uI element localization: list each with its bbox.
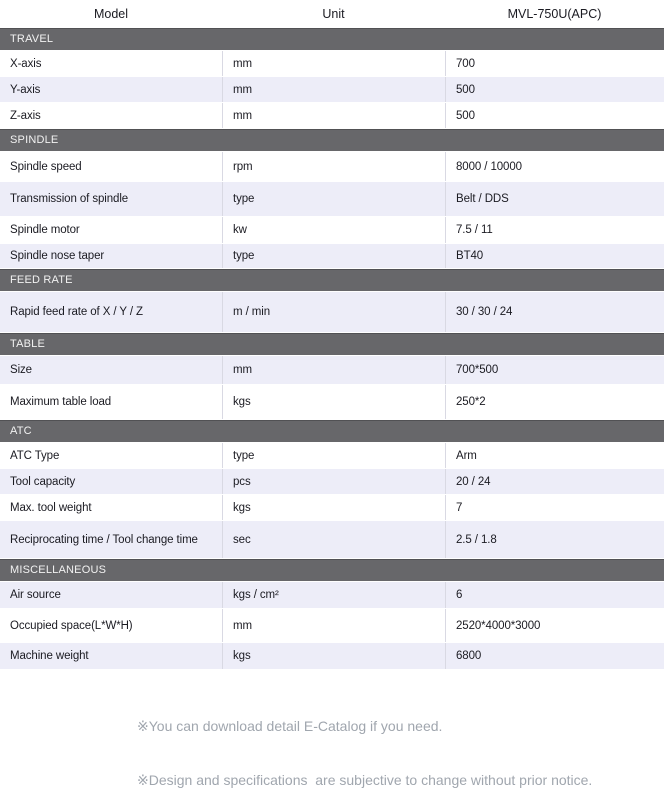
footer-notes <box>0 681 664 807</box>
spec-item: Rapid feed rate of X / Y / Z <box>10 306 143 318</box>
table-row <box>0 77 664 102</box>
spec-item: ATC Type <box>10 449 60 462</box>
spec-item: X-axis <box>10 57 42 70</box>
spec-value: 30 / 30 / 24 <box>445 292 664 332</box>
spec-unit: mm <box>222 609 445 642</box>
spec-value: 700*500 <box>445 356 664 384</box>
spec-unit: kgs / cm² <box>222 582 445 608</box>
spec-unit: mm <box>222 103 445 128</box>
spec-unit: pcs <box>222 469 445 494</box>
spec-value: 6 <box>445 582 664 608</box>
header-model: Model <box>93 6 129 21</box>
spec-item: Max. tool weight <box>10 501 92 514</box>
table-row <box>0 643 664 669</box>
section-header-miscellaneous: MISCELLANEOUS <box>0 559 664 581</box>
spec-item: Y-axis <box>10 83 41 96</box>
spec-unit: kgs <box>222 385 445 419</box>
section-header-travel: TRAVEL <box>0 28 664 50</box>
spec-value: Belt / DDS <box>445 182 664 216</box>
spec-value: 7 <box>445 495 664 520</box>
spec-unit: type <box>222 182 445 216</box>
table-row <box>0 469 664 494</box>
table-row <box>0 182 664 216</box>
spec-value: 8000 / 10000 <box>445 152 664 181</box>
spec-unit: m / min <box>222 292 445 332</box>
spec-value: 500 <box>445 77 664 102</box>
spec-unit: rpm <box>222 152 445 181</box>
table-row <box>0 443 664 468</box>
table-row <box>0 292 664 332</box>
spec-unit: mm <box>222 51 445 76</box>
header-model-value: MVL-750U(APC) <box>507 6 602 21</box>
spec-item: Air source <box>10 589 61 601</box>
spec-item: Spindle nose taper <box>10 250 105 262</box>
spec-item: Size <box>10 364 32 376</box>
table-row <box>0 103 664 128</box>
spec-value: Arm <box>445 443 664 468</box>
spec-item: Spindle motor <box>10 224 80 236</box>
spec-value: 2.5 / 1.8 <box>445 521 664 558</box>
spec-unit: kw <box>222 217 445 243</box>
spec-item: Tool capacity <box>10 475 76 488</box>
spec-value: 250*2 <box>445 385 664 419</box>
table-row <box>0 495 664 520</box>
spec-item: Transmission of spindle <box>10 193 129 205</box>
table-row <box>0 217 664 243</box>
footer-note: ※You can download detail E-Catalog if you need. <box>137 718 443 734</box>
spec-item: Spindle speed <box>10 160 82 173</box>
spec-value: 2520*4000*3000 <box>445 609 664 642</box>
table-row <box>0 521 664 558</box>
spec-item: Maximum table load <box>10 396 112 408</box>
table-row <box>0 609 664 642</box>
spec-unit: mm <box>222 356 445 384</box>
spec-unit: kgs <box>222 495 445 520</box>
section-header-feed-rate: FEED RATE <box>0 269 664 291</box>
spec-unit: sec <box>222 521 445 558</box>
spec-item: Occupied space(L*W*H) <box>10 619 133 632</box>
spec-unit: type <box>222 443 445 468</box>
table-row <box>0 152 664 181</box>
table-row <box>0 51 664 76</box>
spec-item: Z-axis <box>10 109 41 122</box>
footer-note: ※Design and specifications are subjective to change without prior notice. <box>137 772 593 788</box>
table-row <box>0 582 664 608</box>
spec-value: 7.5 / 11 <box>445 217 664 243</box>
spec-item: Reciprocating time / Tool change time <box>10 533 198 546</box>
spec-unit: mm <box>222 77 445 102</box>
table-row <box>0 244 664 268</box>
spec-unit: kgs <box>222 643 445 669</box>
table-header-row <box>0 0 664 27</box>
spec-item: Machine weight <box>10 650 89 662</box>
spec-value: 500 <box>445 103 664 128</box>
header-unit: Unit <box>322 6 345 21</box>
section-header-spindle: SPINDLE <box>0 129 664 151</box>
section-header-table: TABLE <box>0 333 664 355</box>
spec-unit: type <box>222 244 445 268</box>
table-row <box>0 356 664 384</box>
spec-value: 700 <box>445 51 664 76</box>
spec-value: BT40 <box>445 244 664 268</box>
table-row <box>0 385 664 419</box>
spec-value: 6800 <box>445 643 664 669</box>
section-header-atc: ATC <box>0 420 664 442</box>
spec-value: 20 / 24 <box>445 469 664 494</box>
